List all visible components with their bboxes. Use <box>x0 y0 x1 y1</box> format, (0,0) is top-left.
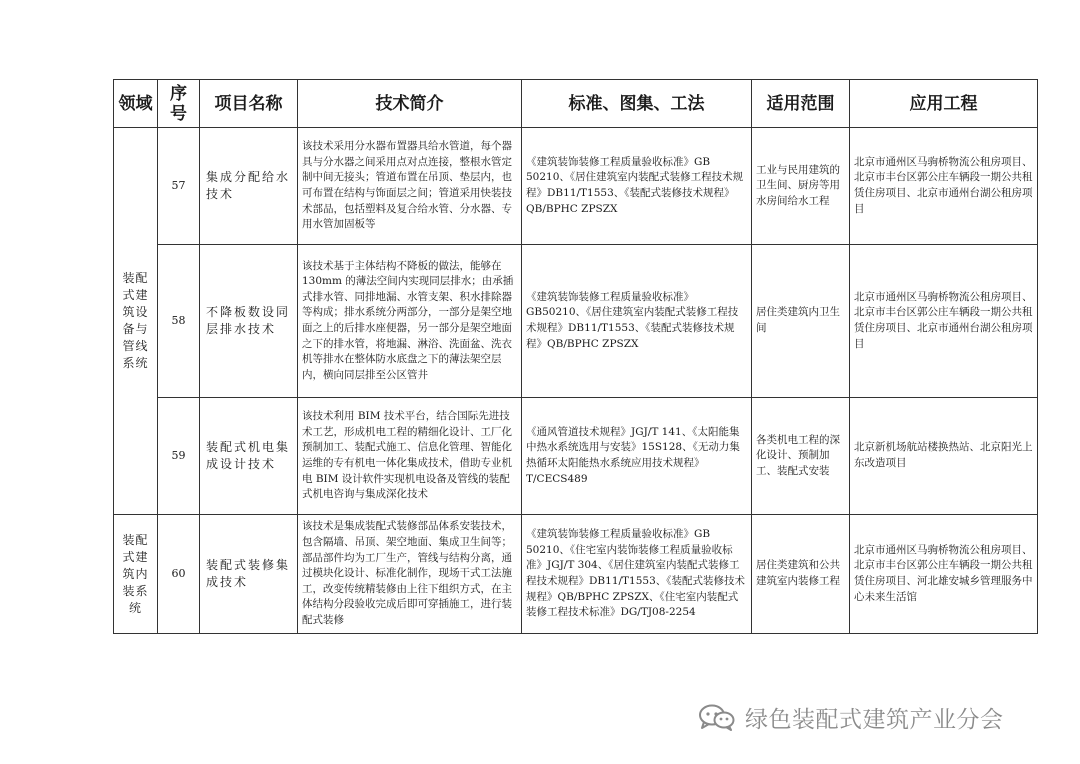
header-standards: 标准、图集、工法 <box>522 80 752 128</box>
header-seq: 序号 <box>158 80 200 128</box>
scope-cell: 各类机电工程的深化设计、预制加工、装配式安装 <box>752 398 850 515</box>
projects-cell: 北京市通州区马驹桥物流公租房项目、北京市丰台区郭公庄车辆段一期公共租赁住房项目、河北雄安城乡管理服务中心未来生活馆 <box>850 515 1038 634</box>
intro-cell: 该技术是集成装配式装修部品体系安装技术，包含隔墙、吊顶、架空地面、集成卫生间等；部品部件均为工厂生产，管线与结构分离，通过模块化设计、标准化制作，现场干式工法施工，改变传统精装修由上往下组织方式，在主体结构分段验收完成后即可穿插施工，进行装配式装修 <box>298 515 522 634</box>
table-row <box>114 128 1038 245</box>
intro-cell: 该技术利用 BIM 技术平台，结合国际先进技术工艺，形成机电工程的精细化设计、工厂化预制加工、装配式施工、信息化管理、智能化运维的专有机电一体化集成技术，借助专业机电 BIM 设计软件实现机电设备及管线的装配式机电咨询与集成深化技术 <box>298 398 522 515</box>
standards-cell: 《建筑装饰装修工程质量验收标准》GB50210、《居住建筑室内装配式装修工程技术规程》DB11/T1553、《装配式装修技术规程》QB/BPHC ZPSZX <box>522 245 752 398</box>
intro-cell: 该技术基于主体结构不降板的做法，能够在 130mm 的薄法空间内实现同层排水；由承插式排水管、同排地漏、水管支架、积水排除器等构成；排水系统分两部分，一部分是架空地面之上的后排水座便器，另一部分是架空地面之下的排水管，将地漏、淋浴、洗面盆、洗衣机等排水在整体防水底盘之下的薄法架空层内，横向同层排至公区管井 <box>298 245 522 398</box>
table-row <box>114 245 1038 398</box>
seq-cell: 59 <box>158 398 200 515</box>
technology-table <box>113 79 1038 634</box>
header-scope: 适用范围 <box>752 80 850 128</box>
standards-cell: 《建筑装饰装修工程质量验收标准》GB 50210、《住宅室内装饰装修工程质量验收标准》JGJ/T 304、《居住建筑室内装配式装修工程技术规程》DB11/T1553、《装配式装修技术规程》QB/BPHC ZPSZX、《住宅室内装配式装修工程技术标准》DG/TJ08-2254 <box>522 515 752 634</box>
projects-cell: 北京市通州区马驹桥物流公租房项目、北京市丰台区郭公庄车辆段一期公共租赁住房项目、北京市通州台湖公租房项目 <box>850 128 1038 245</box>
scope-cell: 工业与民用建筑的卫生间、厨房等用水房间给水工程 <box>752 128 850 245</box>
wechat-icon <box>697 703 737 731</box>
project-name-cell: 不降板数设同层排水技术 <box>200 245 298 398</box>
table-row <box>114 398 1038 515</box>
seq-cell: 58 <box>158 245 200 398</box>
domain-cell-interior: 装配式建筑内装系统 <box>114 515 158 634</box>
projects-cell: 北京新机场航站楼换热站、北京阳光上东改造项目 <box>850 398 1038 515</box>
project-name-cell: 装配式机电集成设计技术 <box>200 398 298 515</box>
header-name: 项目名称 <box>200 80 298 128</box>
standards-cell: 《通风管道技术规程》JGJ/T 141、《太阳能集中热水系统选用与安装》15S128、《无动力集热循环太阳能热水系统应用技术规程》T/CECS489 <box>522 398 752 515</box>
watermark-text: 绿色装配式建筑产业分会 <box>745 706 1004 733</box>
scope-cell: 居住类建筑内卫生间 <box>752 245 850 398</box>
project-name-cell: 装配式装修集成技术 <box>200 515 298 634</box>
standards-cell: 《建筑装饰装修工程质量验收标准》GB 50210、《居住建筑室内装配式装修工程技术规程》DB11/T1553、《装配式装修技术规程》QB/BPHC ZPSZX <box>522 128 752 245</box>
seq-cell: 57 <box>158 128 200 245</box>
table-row <box>114 515 1038 634</box>
scope-cell: 居住类建筑和公共建筑室内装修工程 <box>752 515 850 634</box>
projects-cell: 北京市通州区马驹桥物流公租房项目、北京市丰台区郭公庄车辆段一期公共租赁住房项目、北京市通州台湖公租房项目 <box>850 245 1038 398</box>
header-domain: 领域 <box>114 80 158 128</box>
watermark <box>697 697 1004 737</box>
seq-cell: 60 <box>158 515 200 634</box>
header-projects: 应用工程 <box>850 80 1038 128</box>
header-row <box>114 80 1038 128</box>
intro-cell: 该技术采用分水器布置器具给水管道，每个器具与分水器之间采用点对点连接，整根水管定制中间无接头；管道布置在吊顶、垫层内，也可布置在结构与饰面层之间；管道采用快装技术部品，包括塑料及复合给水管、分水器、专用水管加固板等 <box>298 128 522 245</box>
header-intro: 技术简介 <box>298 80 522 128</box>
domain-cell-equipment: 装配式建筑设备与管线系统 <box>114 128 158 515</box>
project-name-cell: 集成分配给水技术 <box>200 128 298 245</box>
